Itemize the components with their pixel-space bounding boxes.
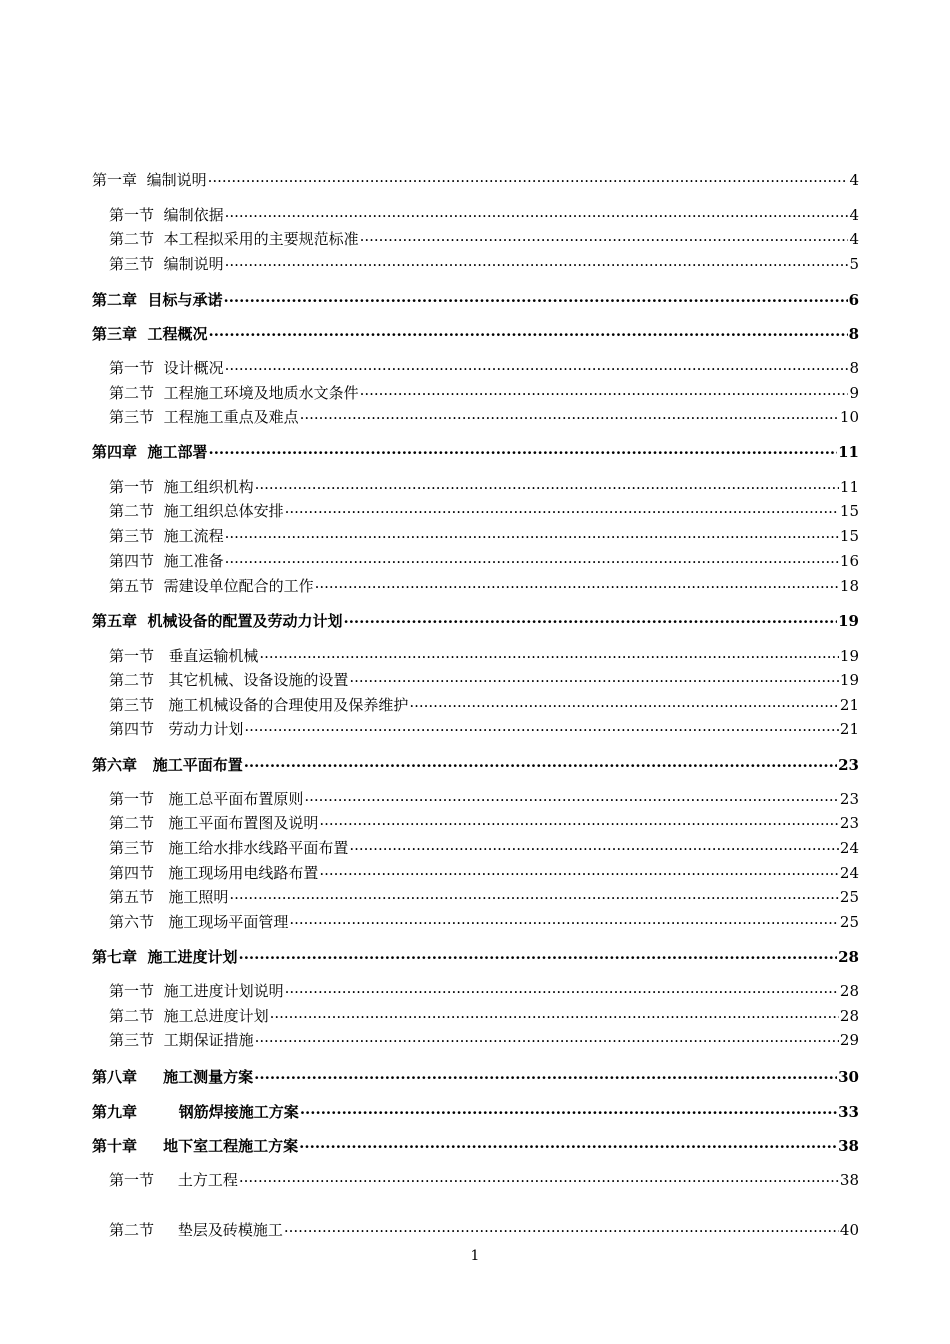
toc-dot-leader (360, 384, 849, 398)
toc-entry-spacer (154, 205, 164, 225)
toc-entry-title: 施工组织总体安排 (163, 502, 284, 520)
toc-entry-title: 施工现场用电线路布置 (168, 864, 319, 882)
toc-entry-title: 施工组织机构 (163, 478, 254, 496)
toc-chapter-entry[interactable] (92, 755, 859, 775)
toc-entry-title: 编制说明 (146, 171, 207, 189)
toc-dot-leader (300, 1103, 837, 1117)
toc-entry-spacer (154, 576, 164, 596)
toc-section-entry[interactable] (109, 551, 859, 571)
toc-dot-leader (208, 443, 837, 457)
toc-entry-page: 11 (839, 478, 859, 496)
toc-entry-number: 第一节 (109, 790, 155, 808)
toc-section-entry[interactable] (109, 838, 859, 858)
toc-entry-number: 第二节 (109, 671, 155, 689)
toc-entry-title: 工程概况 (147, 325, 208, 343)
toc-dot-leader (315, 577, 839, 591)
toc-entry-page: 28 (839, 1007, 859, 1025)
toc-entry-title: 施工部署 (147, 443, 208, 461)
toc-entry-number: 第一章 (92, 171, 138, 189)
toc-entry-number: 第八章 (92, 1068, 138, 1086)
toc-entry-page: 24 (839, 864, 859, 882)
toc-entry-number: 第七章 (92, 948, 138, 966)
toc-entry-number: 第四节 (109, 552, 155, 570)
toc-entry-number: 第五节 (109, 888, 155, 906)
toc-section-entry[interactable] (109, 254, 859, 274)
toc-dot-leader (229, 888, 839, 902)
toc-entry-page: 23 (838, 756, 859, 774)
toc-entry-number: 第六节 (109, 913, 155, 931)
toc-section-entry[interactable] (109, 789, 859, 809)
toc-entry-page: 21 (839, 696, 859, 714)
toc-entry-page: 10 (839, 408, 859, 426)
toc-entry-spacer (154, 1170, 178, 1190)
toc-chapter-entry[interactable] (92, 442, 859, 462)
toc-section-entry[interactable] (109, 646, 859, 666)
toc-entry-title: 钢筋焊接施工方案 (178, 1103, 299, 1121)
toc-entry-page: 38 (838, 1137, 859, 1155)
toc-dot-leader (343, 612, 837, 626)
toc-chapter-entry[interactable] (92, 947, 859, 967)
toc-dot-leader (255, 478, 839, 492)
toc-entry-spacer (154, 838, 168, 858)
toc-dot-leader (299, 1137, 837, 1151)
toc-entry-spacer (137, 1136, 163, 1156)
toc-entry-title: 施工进度计划说明 (163, 982, 284, 1000)
toc-dot-leader (300, 408, 839, 422)
toc-entry-spacer (154, 383, 164, 403)
toc-entry-page: 4 (849, 230, 859, 248)
toc-chapter-entry[interactable] (92, 1067, 859, 1087)
toc-entry-number: 第五章 (92, 612, 138, 630)
toc-entry-number: 第三节 (109, 839, 155, 857)
toc-entry-number: 第三节 (109, 527, 155, 545)
toc-dot-leader (360, 230, 849, 244)
toc-entry-page: 16 (839, 552, 859, 570)
toc-entry-page: 19 (839, 671, 859, 689)
toc-entry-title: 工程施工重点及难点 (163, 408, 299, 426)
toc-dot-leader (225, 206, 849, 220)
toc-entry-title: 机械设备的配置及劳动力计划 (147, 612, 343, 630)
toc-entry-spacer (154, 863, 168, 883)
toc-entry-number: 第二节 (109, 384, 155, 402)
toc-entry-title: 施工准备 (163, 552, 224, 570)
toc-entry-spacer (154, 229, 164, 249)
toc-entry-title: 施工总平面布置原则 (168, 790, 304, 808)
toc-entry-page: 29 (839, 1031, 859, 1049)
toc-entry-page: 15 (839, 527, 859, 545)
toc-entry-page: 8 (849, 359, 859, 377)
toc-entry-spacer (154, 646, 168, 666)
toc-entry-page: 23 (839, 790, 859, 808)
toc-dot-leader (254, 1068, 837, 1082)
toc-entry-number: 第四节 (109, 864, 155, 882)
toc-entry-page: 15 (839, 502, 859, 520)
toc-dot-leader (285, 502, 839, 516)
toc-entry-spacer (154, 912, 168, 932)
toc-section-entry[interactable] (109, 526, 859, 546)
toc-entry-number: 第九章 (92, 1103, 138, 1121)
toc-entry-title: 目标与承诺 (147, 291, 223, 309)
toc-entry-spacer (154, 695, 168, 715)
toc-entry-number: 第一节 (109, 982, 155, 1000)
toc-entry-spacer (154, 1220, 178, 1240)
toc-entry-title: 施工测量方案 (163, 1068, 254, 1086)
toc-entry-spacer (154, 477, 164, 497)
toc-entry-page: 28 (838, 948, 859, 966)
toc-section-entry[interactable] (109, 407, 859, 427)
toc-dot-leader (225, 359, 849, 373)
toc-entry-title: 施工进度计划 (147, 948, 238, 966)
toc-section-entry[interactable] (109, 695, 859, 715)
toc-entry-number: 第一节 (109, 647, 155, 665)
toc-dot-leader (225, 527, 839, 541)
toc-entry-page: 8 (848, 325, 859, 343)
toc-entry-spacer (137, 290, 147, 310)
toc-dot-leader (409, 696, 839, 710)
toc-entry-spacer (154, 719, 168, 739)
toc-entry-number: 第四节 (109, 720, 155, 738)
toc-entry-spacer (154, 501, 164, 521)
toc-entry-number: 第二节 (109, 814, 155, 832)
toc-entry-number: 第二节 (109, 230, 155, 248)
toc-section-entry[interactable] (109, 229, 859, 249)
toc-dot-leader (319, 864, 839, 878)
toc-entry-title: 施工现场平面管理 (168, 913, 289, 931)
toc-entry-page: 24 (839, 839, 859, 857)
toc-dot-leader (289, 913, 839, 927)
toc-entry-page: 30 (838, 1068, 859, 1086)
toc-entry-page: 18 (839, 577, 859, 595)
toc-entry-title: 设计概况 (163, 359, 224, 377)
toc-entry-title: 需建设单位配合的工作 (163, 577, 314, 595)
toc-entry-spacer (154, 526, 164, 546)
toc-entry-spacer (137, 324, 147, 344)
toc-section-entry[interactable] (109, 1030, 859, 1050)
toc-entry-number: 第五节 (109, 577, 155, 595)
toc-entry-title: 施工平面布置 (152, 756, 243, 774)
toc-entry-spacer (154, 813, 168, 833)
toc-dot-leader (349, 671, 839, 685)
toc-entry-title: 施工流程 (163, 527, 224, 545)
toc-entry-spacer (137, 1067, 163, 1087)
toc-entry-spacer (154, 981, 164, 1001)
toc-entry-page: 6 (848, 291, 859, 309)
toc-entry-title: 施工给水排水线路平面布置 (168, 839, 349, 857)
toc-entry-number: 第三章 (92, 325, 138, 343)
toc-dot-leader (255, 1031, 839, 1045)
toc-chapter-entry[interactable] (92, 170, 859, 190)
toc-entry-number: 第二章 (92, 291, 138, 309)
toc-section-entry[interactable] (109, 477, 859, 497)
toc-entry-spacer (137, 755, 153, 775)
toc-entry-number: 第三节 (109, 1031, 155, 1049)
toc-entry-spacer (137, 611, 147, 631)
toc-section-entry[interactable] (109, 576, 859, 596)
toc-entry-number: 第四章 (92, 443, 138, 461)
toc-entry-page: 40 (839, 1221, 859, 1239)
toc-section-entry[interactable] (109, 813, 859, 833)
toc-entry-page: 38 (839, 1171, 859, 1189)
toc-entry-number: 第三节 (109, 255, 155, 273)
toc-dot-leader (208, 325, 847, 339)
toc-dot-leader (225, 255, 849, 269)
toc-dot-leader (225, 552, 839, 566)
toc-entry-title: 施工平面布置图及说明 (168, 814, 319, 832)
toc-entry-page: 9 (849, 384, 859, 402)
toc-section-entry[interactable] (109, 719, 859, 739)
toc-chapter-entry[interactable] (92, 324, 859, 344)
toc-entry-page: 33 (838, 1103, 859, 1121)
toc-entry-spacer (154, 254, 164, 274)
toc-dot-leader (244, 720, 839, 734)
toc-entry-page: 21 (839, 720, 859, 738)
toc-entry-page: 25 (839, 888, 859, 906)
toc-section-entry[interactable] (109, 1220, 859, 1240)
toc-entry-page: 23 (839, 814, 859, 832)
toc-entry-number: 第二节 (109, 502, 155, 520)
toc-section-entry[interactable] (109, 358, 859, 378)
toc-entry-title: 施工总进度计划 (163, 1007, 269, 1025)
toc-entry-spacer (154, 407, 164, 427)
toc-section-entry[interactable] (109, 205, 859, 225)
toc-entry-spacer (137, 442, 147, 462)
toc-entry-title: 其它机械、设备设施的设置 (168, 671, 349, 689)
toc-entry-number: 第三节 (109, 696, 155, 714)
toc-entry-number: 第二节 (109, 1007, 155, 1025)
toc-entry-spacer (137, 947, 147, 967)
toc-dot-leader (319, 814, 839, 828)
toc-entry-spacer (137, 170, 147, 190)
toc-entry-number: 第一节 (109, 1171, 155, 1189)
toc-entry-title: 垂直运输机械 (168, 647, 259, 665)
page-number: 1 (470, 1248, 480, 1264)
toc-section-entry[interactable] (109, 501, 859, 521)
toc-entry-title: 垫层及砖模施工 (177, 1221, 283, 1239)
toc-entry-page: 28 (839, 982, 859, 1000)
toc-entry-page: 19 (839, 647, 859, 665)
toc-entry-number: 第二节 (109, 1221, 155, 1239)
toc-chapter-entry[interactable] (92, 1102, 859, 1122)
toc-entry-page: 5 (849, 255, 859, 273)
toc-section-entry[interactable] (109, 1170, 859, 1190)
toc-entry-number: 第十章 (92, 1137, 138, 1155)
toc-section-entry[interactable] (109, 1006, 859, 1026)
toc-section-entry[interactable] (109, 887, 859, 907)
toc-section-entry[interactable] (109, 670, 859, 690)
toc-entry-title: 地下室工程施工方案 (163, 1137, 299, 1155)
toc-entry-spacer (154, 887, 168, 907)
toc-dot-leader (285, 982, 839, 996)
toc-entry-number: 第一节 (109, 206, 155, 224)
toc-dot-leader (304, 790, 839, 804)
toc-entry-page: 4 (849, 206, 859, 224)
toc-section-entry[interactable] (109, 912, 859, 932)
toc-entry-spacer (154, 551, 164, 571)
toc-section-entry[interactable] (109, 981, 859, 1001)
toc-entry-title: 土方工程 (177, 1171, 238, 1189)
toc-dot-leader (270, 1007, 839, 1021)
toc-entry-number: 第一节 (109, 359, 155, 377)
toc-dot-leader (349, 839, 839, 853)
toc-entry-page: 25 (839, 913, 859, 931)
toc-entry-spacer (154, 789, 168, 809)
toc-entry-spacer (154, 358, 164, 378)
toc-entry-spacer (154, 1030, 164, 1050)
toc-entry-title: 本工程拟采用的主要规范标准 (163, 230, 359, 248)
toc-section-entry[interactable] (109, 383, 859, 403)
toc-entry-title: 工期保证措施 (163, 1031, 254, 1049)
toc-dot-leader (223, 291, 847, 305)
toc-dot-leader (239, 1171, 839, 1185)
toc-entry-title: 劳动力计划 (168, 720, 244, 738)
toc-entry-title: 工程施工环境及地质水文条件 (163, 384, 359, 402)
toc-entry-title: 施工机械设备的合理使用及保养维护 (168, 696, 409, 714)
toc-chapter-entry[interactable] (92, 290, 859, 310)
toc-chapter-entry[interactable] (92, 1136, 859, 1156)
toc-dot-leader (259, 647, 839, 661)
toc-entry-title: 施工照明 (168, 888, 229, 906)
toc-entry-page: 19 (838, 612, 859, 630)
toc-dot-leader (244, 756, 837, 770)
toc-entry-spacer (154, 670, 168, 690)
toc-entry-number: 第三节 (109, 408, 155, 426)
toc-dot-leader (208, 171, 849, 185)
toc-entry-title: 编制依据 (163, 206, 224, 224)
toc-entry-spacer (154, 1006, 164, 1026)
toc-dot-leader (284, 1221, 839, 1235)
toc-entry-page: 11 (838, 443, 859, 461)
toc-entry-page: 4 (849, 171, 859, 189)
toc-dot-leader (238, 948, 837, 962)
toc-section-entry[interactable] (109, 863, 859, 883)
toc-entry-number: 第一节 (109, 478, 155, 496)
toc-entry-spacer (137, 1102, 179, 1122)
toc-chapter-entry[interactable] (92, 611, 859, 631)
toc-entry-number: 第六章 (92, 756, 138, 774)
toc-entry-title: 编制说明 (163, 255, 224, 273)
